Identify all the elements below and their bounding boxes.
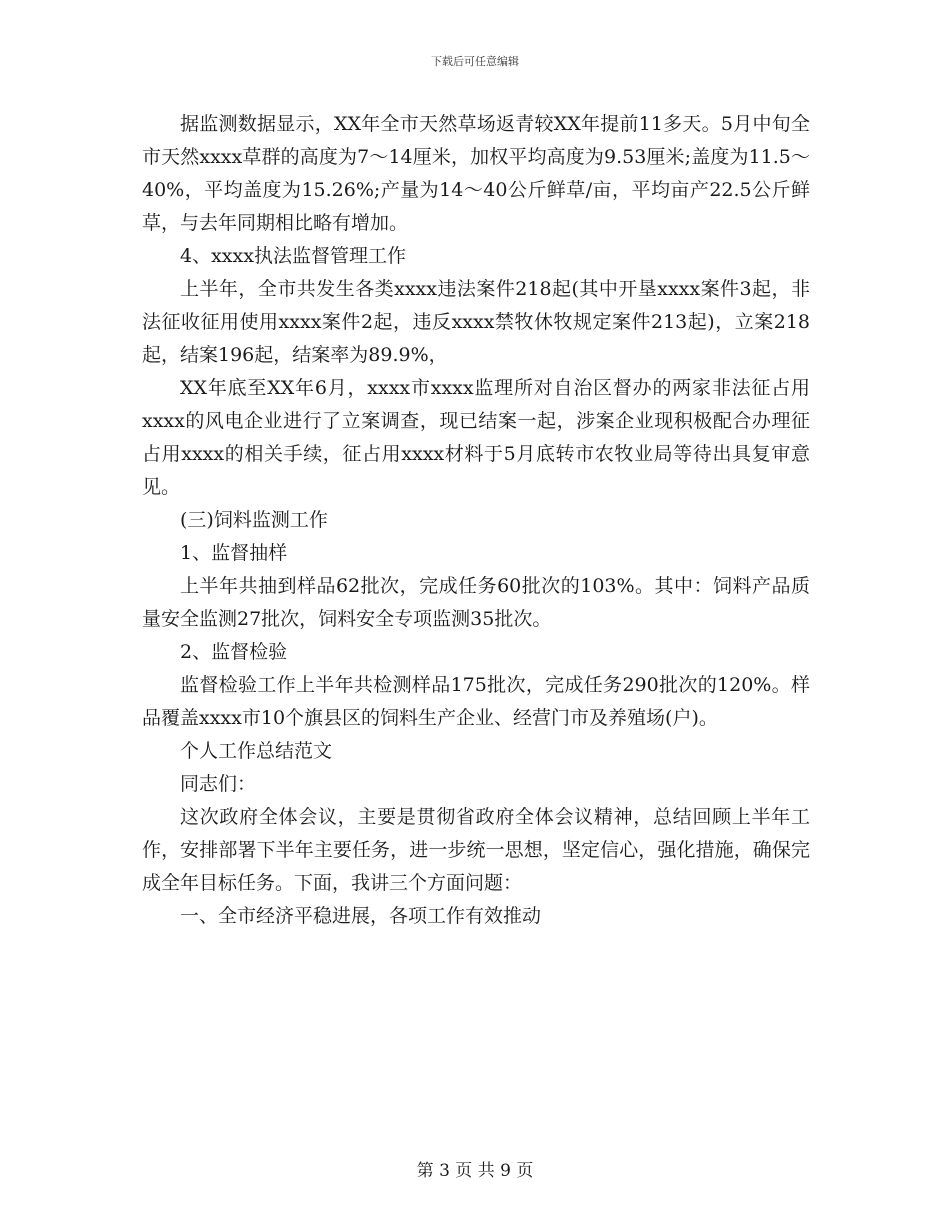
paragraph-grassland-monitoring: 据监测数据显示，XX年全市天然草场返青较XX年提前11多天。5月中旬全市天然xxxx草群的高度为7～14厘米，加权平均高度为9.53厘米;盖度为11.5～40%，平均盖度为15.26%;产量为14～40公斤鲜草/亩，平均亩产22.5公斤鲜草，与去年同期相比略有增加。 — [142, 113, 810, 234]
salutation: 同志们： — [180, 773, 257, 795]
heading-feed-monitoring: (三)饲料监测工作 — [180, 509, 328, 531]
page-number-footer: 第 3 页 共 9 页 — [416, 1161, 534, 1181]
paragraph-wind-power-investigation: XX年底至XX年6月，xxxx市xxxx监理所对自治区督办的两家非法征占用xxxx的风电企业进行了立案调查，现已结案一起，涉案企业现积极配合办理征占用xxxx的相关手续，征占用xxxx材料于5月底转市农牧业局等待出具复审意见。 — [142, 377, 810, 498]
paragraph-sampling-results: 上半年共抽到样品62批次，完成任务60批次的103%。其中：饲料产品质量安全监测27批次，饲料安全专项监测35批次。 — [142, 575, 810, 630]
heading-personal-summary: 个人工作总结范文 — [180, 740, 333, 762]
heading-supervision-sampling: 1、监督抽样 — [180, 542, 288, 564]
paragraph-inspection-results: 监督检验工作上半年共检测样品175批次，完成任务290批次的120%。样品覆盖xxxx市10个旗县区的饲料生产企业、经营门市及养殖场(户)。 — [142, 674, 810, 729]
document-body — [142, 108, 810, 933]
heading-section-one: 一、全市经济平稳进展，各项工作有效推动 — [180, 905, 542, 927]
page-header: 下载后可任意编辑 — [431, 55, 519, 68]
heading-law-enforcement: 4、xxxx执法监督管理工作 — [180, 245, 406, 267]
paragraph-violation-cases: 上半年，全市共发生各类xxxx违法案件218起(其中开垦xxxx案件3起，非法征收征用使用xxxx案件2起，违反xxxx禁牧休牧规定案件213起)，立案218起，结案196起，结案率为89.9%， — [142, 278, 810, 366]
paragraph-meeting-intro: 这次政府全体会议，主要是贯彻省政府全体会议精神，总结回顾上半年工作，安排部署下半年主要任务，进一步统一思想，坚定信心，强化措施，确保完成全年目标任务。下面，我讲三个方面问题： — [142, 806, 810, 894]
heading-supervision-inspection: 2、监督检验 — [180, 641, 288, 663]
